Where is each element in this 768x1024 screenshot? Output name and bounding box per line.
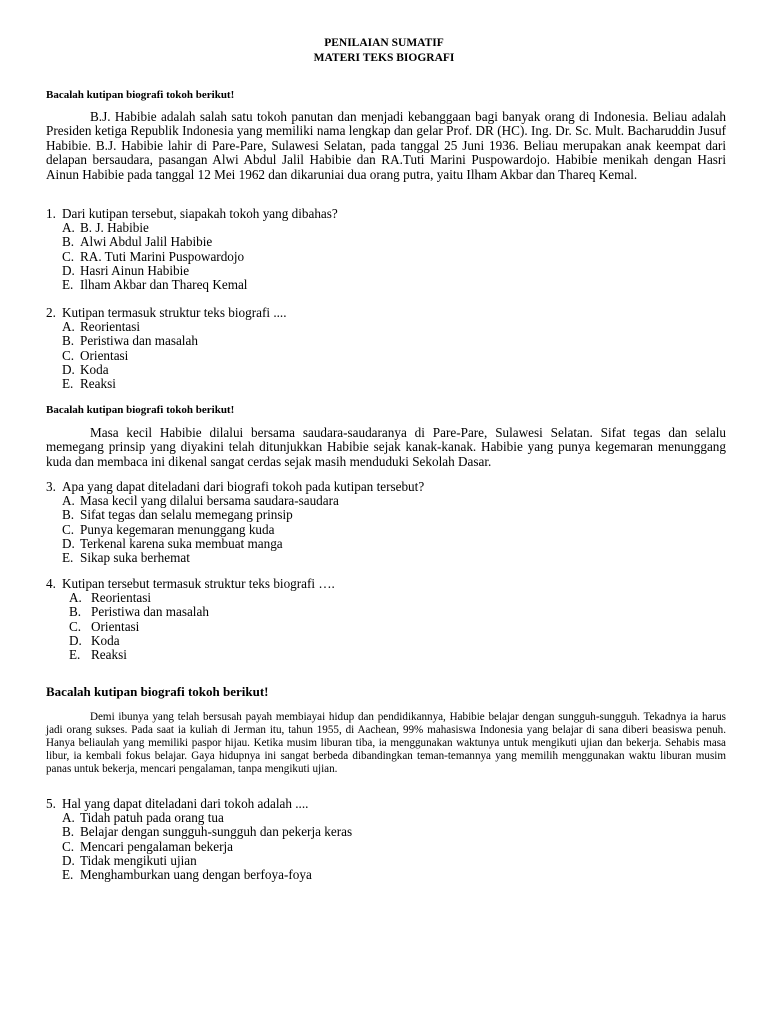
option-a[interactable]: A. Reorientasi [69,590,152,606]
question-number: 5. [46,796,56,811]
option-d[interactable]: D. Tidak mengikuti ujian [62,852,197,868]
question-number: 1. [46,206,56,221]
option-a[interactable]: A. B. J. Habibie [62,220,149,236]
option-b[interactable]: B. Alwi Abdul Jalil Habibie [62,234,213,250]
question-text: Kutipan termasuk struktur teks biografi .... [62,305,287,320]
option-b[interactable]: B. Peristiwa dan masalah [69,604,209,620]
question-text: Apa yang dapat diteladani dari biografi tokoh pada kutipan tersebut? [62,479,425,494]
option-d[interactable]: D. Terkenal karena suka membuat manga [62,535,283,551]
question-number: 4. [46,576,56,591]
option-e[interactable]: E. Reaksi [62,376,116,392]
option-d[interactable]: D. Hasri Ainun Habibie [62,262,190,278]
option-e[interactable]: E. Reaksi [69,647,127,663]
question-4 [46,577,335,662]
option-d[interactable]: D. Koda [62,361,109,377]
biography-paragraph-3: Demi ibunya yang telah bersusah payah membiayai hidup dan pendidikannya, Habibie belajar dengan sungguh-sungguh. Tekadnya ia harus jadi orang sukses. Pada saat ia kuliah di Jerman itu, tahun 1955, di Aachean, 99% mahasiswa Indonesia yang belajar di sana diberi beasiswa penuh. Hanya beliaulah yang memiliki paspor hijau. Ketika musim liburan tiba, ia menggunakan waktunya untuk mengikuti ujian dan bekerja. Sehabis masa libur, ia kembali fokus belajar. Gaya hidupnya ini sangat berbeda dibandingkan teman-temannya yang memilih menggunakan waktu liburan musim panas untuk bekerja, mencari pengalaman, tanpa mengikuti ujian. [46,711,726,775]
question-5 [46,797,352,882]
question-text: Dari kutipan tersebut, siapakah tokoh yang dibahas? [62,206,338,221]
question-number: 2. [46,305,56,320]
option-c[interactable]: C. Punya kegemaran menunggang kuda [62,521,275,537]
page-title: PENILAIAN SUMATIF [324,37,444,49]
option-d[interactable]: D. Koda [69,632,120,648]
question-2 [46,306,287,391]
biography-paragraph-1: B.J. Habibie adalah salah satu tokoh panutan dan menjadi kebanggaan bagi banyak orang di Indonesia. Beliau adalah Presiden ketiga Republik Indonesia yang memiliki nama lengkap dan gelar Prof. DR (HC). Ing. Dr. Sc. Mult. Bacharuddin Jusuf Habibie. B.J. Habibie lahir di Pare-Pare, Sulawesi Selatan, pada tanggal 25 Juni 1936. Beliau merupakan anak keempat dari delapan bersaudara, pasangan Alwi Abdul Jalil Habibie dan RA.Tuti Marini Puspowardojo. Habibie menikah dengan Hasri Ainun Habibie pada tanggal 12 Mei 1962 dan dikaruniai dua orang putra, yaitu Ilham Akbar dan Thareq Kemal. [46,109,726,182]
question-1 [46,207,338,292]
option-c[interactable]: C. Orientasi [62,347,129,363]
option-e[interactable]: E. Sikap suka berhemat [62,550,190,566]
page-subtitle: MATERI TEKS BIOGRAFI [313,52,455,64]
option-e[interactable]: E. Ilham Akbar dan Thareq Kemal [62,277,248,293]
biography-paragraph-2: Masa kecil Habibie dilalui bersama saudara-saudaranya di Pare-Pare, Sulawesi Selatan. Sifat tegas dan selalu memegang prinsip yang diyakini telah ditunjukkan Habibie sejak kanak-kanak. Habibie yang punya kegemaran menunggang kuda dan membaca ini dikenal sangat cerdas sejak masih menduduki Sekolah Dasar. [46,425,726,469]
instruction-1: Bacalah kutipan biografi tokoh berikut! [46,89,235,101]
question-text: Hal yang dapat diteladani dari tokoh adalah .... [62,796,309,811]
option-b[interactable]: B. Belajar dengan sungguh-sungguh dan pekerja keras [62,824,353,840]
option-a[interactable]: A. Reorientasi [62,319,141,335]
question-text: Kutipan tersebut termasuk struktur teks biografi …. [62,576,335,591]
instruction-2: Bacalah kutipan biografi tokoh berikut! [46,404,235,416]
option-c[interactable]: C. Orientasi [69,618,140,634]
option-b[interactable]: B. Sifat tegas dan selalu memegang prinsip [62,507,293,523]
question-3 [46,480,424,565]
option-c[interactable]: C. Mencari pengalaman bekerja [62,838,234,854]
option-c[interactable]: C. RA. Tuti Marini Puspowardojo [62,248,245,264]
option-b[interactable]: B. Peristiwa dan masalah [62,333,198,349]
option-a[interactable]: A. Masa kecil yang dilalui bersama saudara-saudara [62,493,339,509]
instruction-3: Bacalah kutipan biografi tokoh berikut! [46,684,269,699]
option-e[interactable]: E. Menghamburkan uang dengan berfoya-foya [62,867,312,883]
option-a[interactable]: A. Tidah patuh pada orang tua [62,810,224,826]
question-number: 3. [46,479,56,494]
